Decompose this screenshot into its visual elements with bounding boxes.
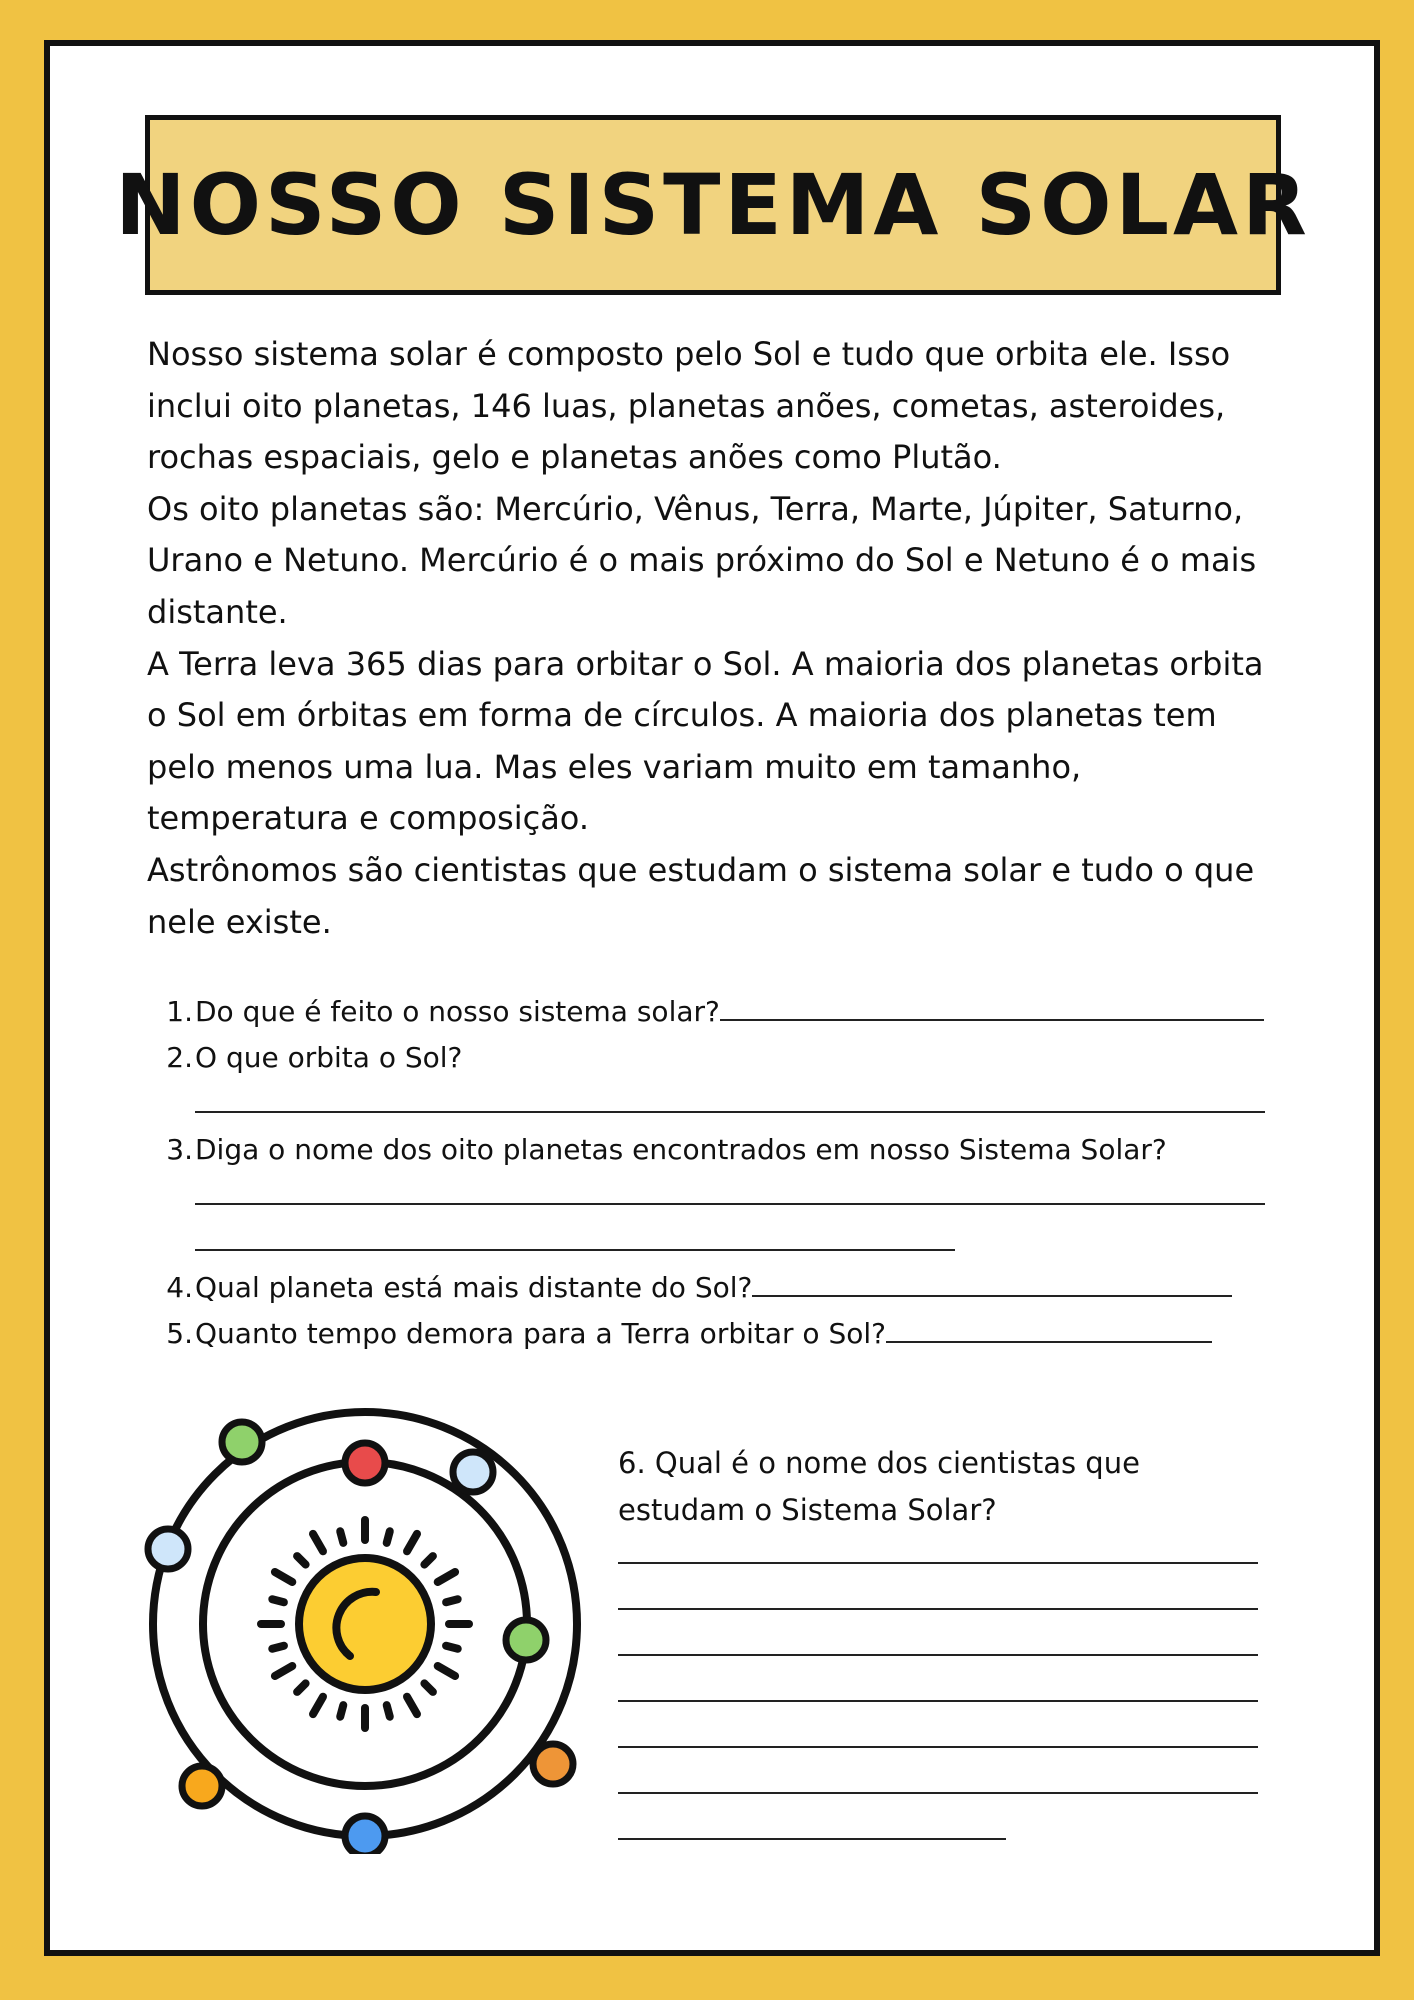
planet-green-outer: [222, 1422, 262, 1462]
answer-line[interactable]: [195, 1219, 955, 1251]
sun-ray: [340, 1531, 343, 1543]
question-2: [147, 1035, 1287, 1113]
sun-icon: [261, 1520, 469, 1728]
answer-line[interactable]: [195, 1173, 1265, 1205]
sun-ray: [313, 1534, 323, 1551]
planet-amber: [182, 1766, 222, 1806]
sun-ray: [438, 1572, 455, 1582]
question-6: [618, 1440, 1258, 1856]
planet-red: [345, 1443, 385, 1483]
sun-ray: [272, 1599, 284, 1602]
question-text: Diga o nome dos oito planetas encontrados em nosso Sistema Solar?: [195, 1133, 1167, 1166]
sun-ray: [438, 1666, 455, 1676]
question-number: 5.: [166, 1317, 193, 1350]
answer-line[interactable]: [752, 1289, 1232, 1297]
planet-orange: [533, 1744, 573, 1784]
passage-paragraph-2: Os oito planetas são: Mercúrio, Vênus, Terra, Marte, Júpiter, Saturno, Urano e Netuno. Mercúrio é o mais próximo do Sol e Netuno é o mais distante.: [147, 489, 1257, 631]
sun-ray: [313, 1697, 323, 1714]
question-number: 4.: [166, 1271, 193, 1304]
sun-ray: [387, 1705, 390, 1717]
sun-ray: [424, 1683, 433, 1692]
question-list: [147, 989, 1287, 1357]
worksheet-page: [44, 40, 1380, 1956]
planet-blue: [345, 1816, 385, 1854]
question-number: 2.: [166, 1041, 193, 1074]
answer-line[interactable]: [886, 1335, 1212, 1343]
sun-ray: [275, 1666, 292, 1676]
question-number: 1.: [166, 995, 193, 1028]
answer-line[interactable]: [720, 1013, 1264, 1021]
answer-line[interactable]: [618, 1580, 1258, 1610]
question-text: O que orbita o Sol?: [195, 1041, 463, 1074]
sun-ray: [446, 1646, 458, 1649]
sun-ray: [297, 1683, 306, 1692]
question-3: [147, 1127, 1287, 1251]
solar-system-icon: [140, 1394, 590, 1854]
sun-ray: [275, 1572, 292, 1582]
question-text: Do que é feito o nosso sistema solar?: [195, 995, 720, 1028]
sun-ray: [407, 1697, 417, 1714]
passage-paragraph-1: Nosso sistema solar é composto pelo Sol e tudo que orbita ele. Isso inclui oito planetas, 146 luas, planetas anões, cometas, asteroides, rochas espaciais, gelo e planetas anões como Plutão.: [147, 335, 1231, 477]
sun-ray: [407, 1534, 417, 1551]
answer-line[interactable]: [618, 1810, 1006, 1840]
passage-paragraph-3: A Terra leva 365 dias para orbitar o Sol. A maioria dos planetas orbita o Sol em órbitas em forma de círculos. A maioria dos planetas tem pelo menos uma lua. Mas eles variam muito em tamanho, temperatura e composição.: [147, 644, 1264, 838]
question-1: [147, 989, 1287, 1035]
sun-ray: [424, 1556, 433, 1565]
planet-green-inner: [506, 1620, 546, 1660]
question-text: Qual planeta está mais distante do Sol?: [195, 1271, 753, 1304]
sun-ray: [340, 1705, 343, 1717]
sun-ray: [387, 1531, 390, 1543]
sun-ray: [272, 1646, 284, 1649]
page-title: NOSSO SISTEMA SOLAR: [115, 156, 1311, 254]
answer-line[interactable]: [618, 1718, 1258, 1748]
planet-light-blue-right: [453, 1452, 493, 1492]
sun-ray: [297, 1556, 306, 1565]
answer-line[interactable]: [618, 1764, 1258, 1794]
question-number: 3.: [166, 1133, 193, 1166]
title-banner: [115, 115, 1311, 295]
answer-line[interactable]: [618, 1672, 1258, 1702]
answer-line[interactable]: [195, 1081, 1265, 1113]
question-text: Quanto tempo demora para a Terra orbitar o Sol?: [195, 1317, 887, 1350]
sun-ray: [446, 1599, 458, 1602]
answer-line[interactable]: [618, 1626, 1258, 1656]
question-6-text: 6. Qual é o nome dos cientistas que estudam o Sistema Solar?: [618, 1446, 1140, 1527]
planet-light-blue-left: [148, 1529, 188, 1569]
answer-line[interactable]: [618, 1534, 1258, 1564]
question-4: [147, 1265, 1287, 1311]
passage-paragraph-4: Astrônomos são cientistas que estudam o sistema solar e tudo o que nele existe.: [147, 850, 1255, 941]
reading-passage: [147, 329, 1287, 948]
question-5: [147, 1311, 1287, 1357]
